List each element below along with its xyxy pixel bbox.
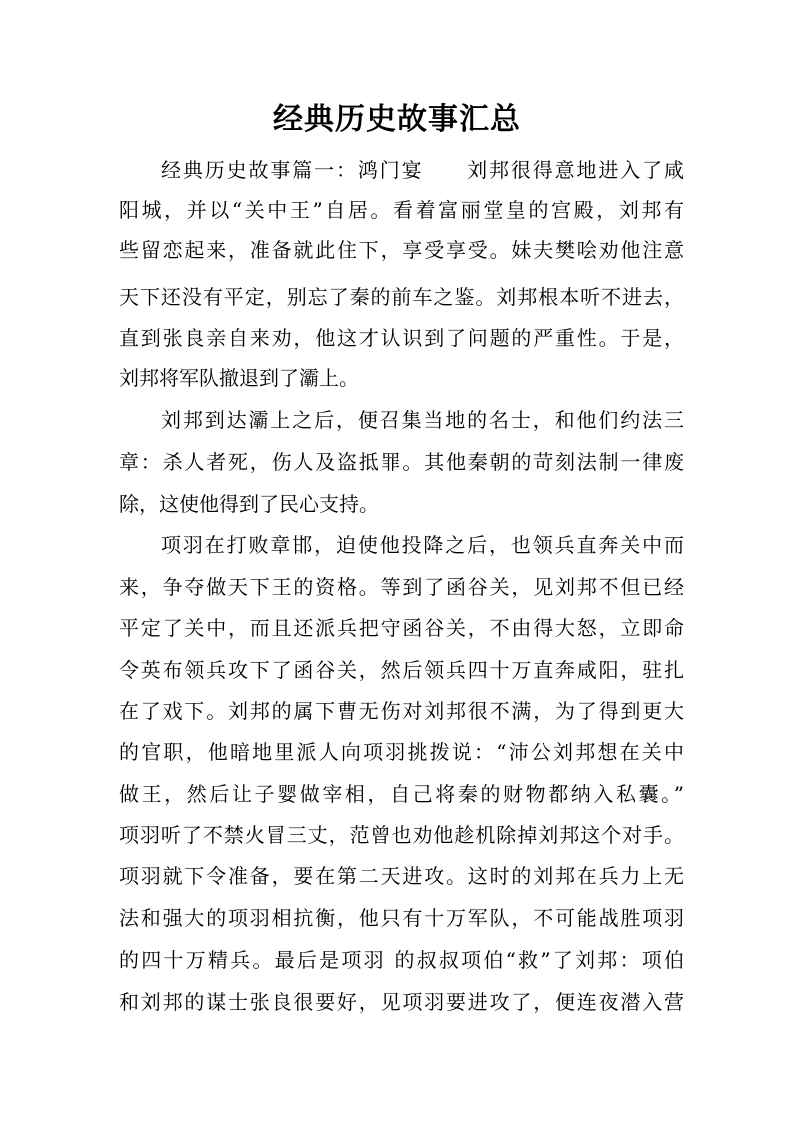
text-line: 刘邦将军队撤退到了灞上。	[119, 366, 359, 390]
text-line: 项羽在打败章邯，迫使他投降之后，也领兵直奔关中而	[161, 533, 684, 557]
text-line: 些留恋起来，准备就此住下，享受享受。妹夫樊哙劝他注意	[119, 238, 684, 262]
text-line: 项羽就下令准备，要在第二天进攻。这时的刘邦在兵力上无	[119, 864, 684, 888]
text-line: 令英布领兵攻下了函谷关，然后领兵四十万直奔咸阳，驻扎	[119, 658, 684, 682]
text-line: 章：杀人者死，伤人及盗抵罪。其他秦朝的苛刻法制一律废	[119, 450, 684, 474]
text-line: 在了戏下。刘邦的属下曹无伤对刘邦很不满，为了得到更大	[119, 699, 684, 723]
document-title: 经典历史故事汇总	[273, 102, 521, 137]
text-line: 项羽听了不禁火冒三丈，范曾也劝他趁机除掉刘邦这个对手。	[119, 823, 684, 847]
text-line: 平定了关中，而且还派兵把守函谷关，不由得大怒，立即命	[119, 616, 684, 640]
text-line: 经典历史故事篇一：鸿门宴 刘邦很得意地进入了咸	[161, 158, 684, 182]
text-line: 除，这使他得到了民心支持。	[119, 492, 379, 516]
text-line: 来，争夺做天下王的资格。等到了函谷关，见刘邦不但已经	[119, 575, 684, 599]
text-line: 天下还没有平定，别忘了秦的前车之鉴。刘邦根本听不进去，	[119, 285, 684, 309]
text-line: 法和强大的项羽相抗衡，他只有十万军队，不可能战胜项羽	[119, 906, 684, 930]
text-line: 做王，然后让子婴做宰相，自己将秦的财物都纳入私囊。”	[119, 782, 684, 806]
text-line: 直到张良亲自来劝，他这才认识到了问题的严重性。于是，	[119, 326, 684, 350]
text-line: 刘邦到达灞上之后，便召集当地的名士，和他们约法三	[161, 408, 684, 432]
text-line: 的四十万精兵。最后是项羽 的叔叔项伯“救”了刘邦：项伯	[119, 948, 684, 972]
text-line: 的官职，他暗地里派人向项羽挑拨说：“沛公刘邦想在关中	[119, 740, 684, 764]
text-line: 阳城，并以“关中王”自居。看着富丽堂皇的宫殿，刘邦有	[119, 198, 684, 222]
text-line: 和刘邦的谋士张良很要好，见项羽要进攻了，便连夜潜入营	[119, 990, 684, 1014]
